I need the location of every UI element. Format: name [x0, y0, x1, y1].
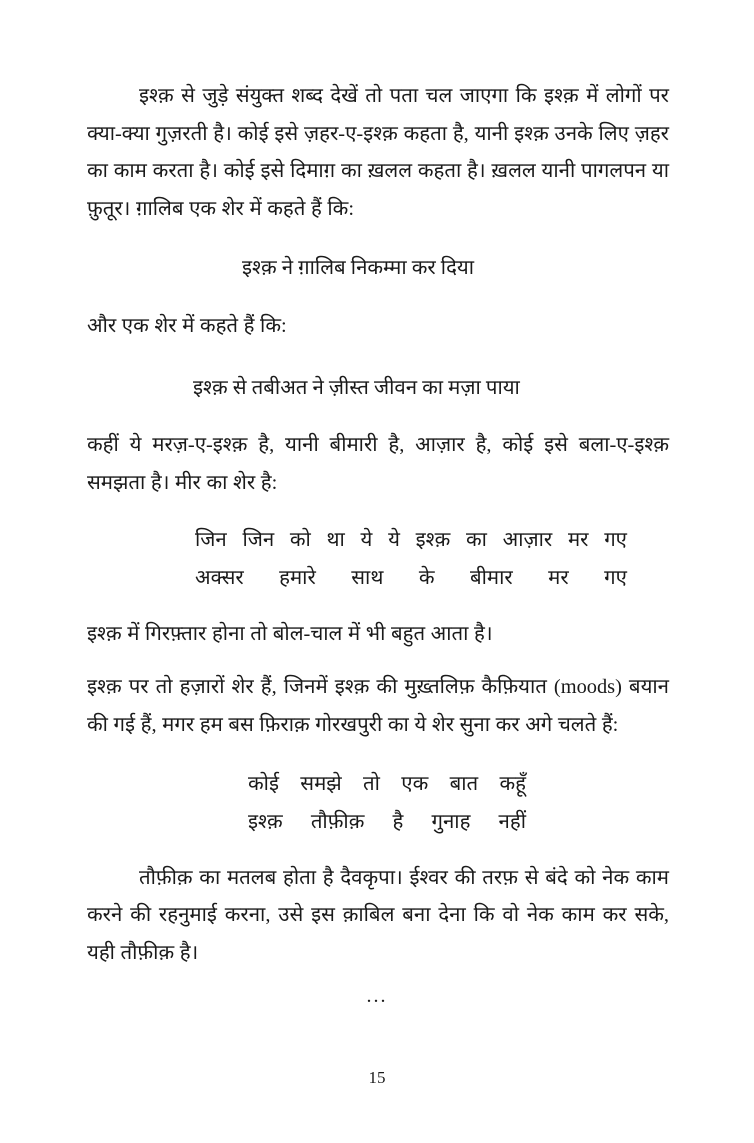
verse-word: मर: [548, 566, 569, 589]
verse-word: था: [326, 529, 345, 552]
verse-word: अक्सर: [195, 566, 244, 589]
verse-line-1: [195, 522, 627, 560]
verse-word: इश्क़: [248, 810, 283, 833]
verse-word: साथ: [351, 566, 384, 589]
verse-word: मर: [567, 529, 589, 552]
section-break-ornament: ...: [366, 985, 388, 1007]
verse-line-2: [248, 804, 526, 842]
verse-ghalib-1: [87, 250, 669, 288]
verse-word: आज़ार: [502, 529, 553, 552]
verse-word: ये: [388, 529, 400, 552]
verse-word: गुनाह: [431, 810, 471, 833]
page-text-body: [87, 78, 669, 972]
verse-word: को: [289, 529, 311, 552]
verse-ghalib-2: [87, 370, 669, 408]
verse-word: ये: [360, 529, 373, 552]
verse-line: इश्क़ ने ग़ालिब निकम्मा कर दिया: [242, 257, 475, 280]
verse-word: बात: [449, 773, 479, 796]
verse-mir: [87, 522, 669, 597]
paragraph-4: इश्क़ में गिरफ़्तार होना तो बोल-चाल में भी बहुत आता है।: [87, 622, 493, 645]
verse-word: गए: [604, 566, 627, 589]
paragraph-6: तौफ़ीक़ का मतलब होता है दैवकृपा। ईश्वर की तरफ़ से बंदे को नेक काम करने की रहनुमाई करना, उसे इस क़ाबिल बना देना कि वो नेक काम कर सके, यही तौफ़ीक़ है।: [87, 866, 669, 964]
verse-word: जिन: [242, 529, 275, 552]
paragraph-5-latin-gloss: (moods): [553, 676, 622, 699]
verse-word: एक: [401, 773, 429, 796]
verse-word: जिन: [195, 529, 227, 552]
verse-line-2: [195, 560, 627, 598]
verse-word: के: [418, 566, 435, 589]
verse-word: गए: [604, 529, 627, 552]
verse-line: इश्क़ से तबीअत ने ज़ीस्त जीवन का मज़ा पाया: [193, 376, 520, 399]
paragraph-3: कहीं ये मरज़-ए-इश्क़ है, यानी बीमारी है, आज़ार है, कोई इसे बला-ए-इश्क़ समझता है। मीर का शेर है:: [87, 434, 669, 494]
verse-word: कोई: [248, 773, 279, 796]
paragraph-5-part-1: इश्क़ पर तो हज़ारों शेर हैं, जिनमें इश्क़ की मुख़्तलिफ़ कैफ़ियात: [87, 676, 554, 699]
paragraph-5: [87, 669, 669, 744]
verse-word: है: [392, 810, 404, 833]
verse-line-1: [248, 766, 526, 804]
paragraph-2: और एक शेर में कहते हैं कि:: [87, 314, 287, 337]
page-number: 15: [368, 1068, 386, 1087]
verse-word: हमारे: [279, 566, 316, 589]
verse-word: नहीं: [498, 810, 526, 833]
verse-word: बीमार: [469, 566, 513, 589]
paragraph-5-part-2: बयान की गई हैं, मगर हम बस फ़िराक़ गोरखपुरी का ये शेर सुना कर अगे चलते हैं:: [87, 676, 670, 736]
verse-word: इश्क़: [415, 529, 451, 552]
verse-firaq: [87, 766, 669, 841]
verse-word: का: [465, 529, 487, 552]
verse-word: कहूँ: [499, 773, 526, 796]
verse-word: तौफ़ीक़: [310, 810, 365, 833]
paragraph-1: इश्क़ से जुड़े संयुक्त शब्द देखें तो पता चल जाएगा कि इश्क़ में लोगों पर क्या-क्या गुज़रती है। कोई इसे ज़हर-ए-इश्क़ कहता है, यानी इश्क़ उनके लिए ज़हर का काम करता है। कोई इसे दिमाग़ का ख़लल कहता है। ख़लल यानी पागलपन या फ़ुतूर। ग़ालिब एक शेर में कहते हैं कि:: [87, 85, 669, 220]
verse-word: तो: [363, 773, 380, 796]
verse-word: समझे: [300, 773, 342, 796]
